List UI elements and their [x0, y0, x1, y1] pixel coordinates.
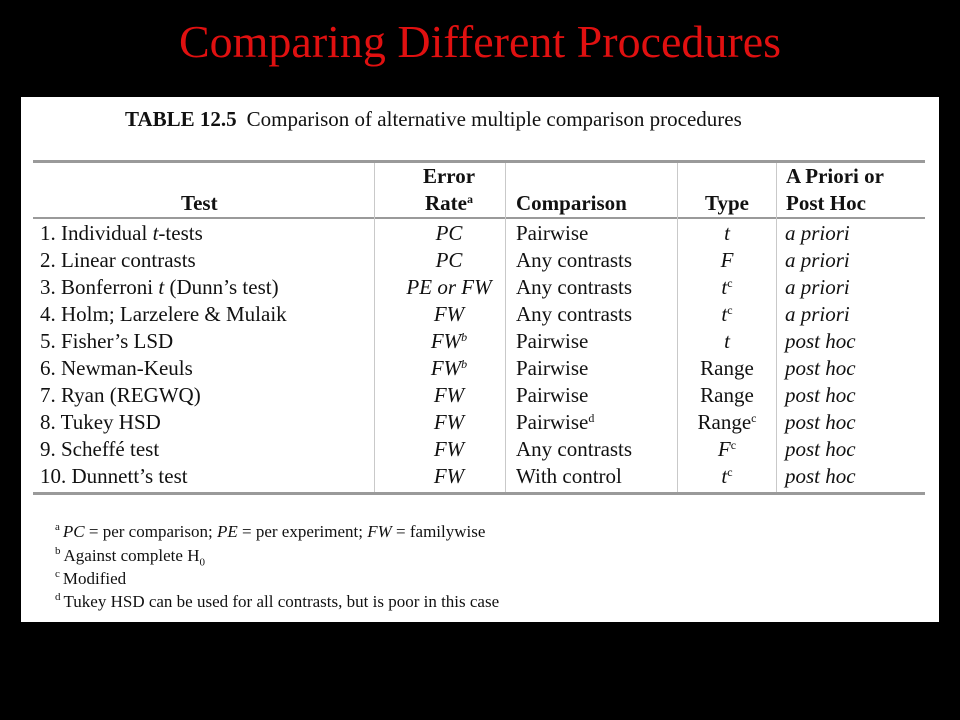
error-rate-cell: FW	[433, 302, 465, 326]
slide-title: Comparing Different Procedures	[178, 16, 782, 67]
table-row	[21, 355, 939, 382]
apriori-cell: post hoc	[785, 464, 856, 488]
comparison-cell: Pairwise	[516, 356, 589, 380]
error-rate-cell: $FW^b$	[430, 329, 468, 353]
error-rate-cell: $FW^b$	[430, 356, 468, 380]
test-cell: 10. Dunnett’s test	[40, 464, 188, 488]
test-cell: 7. Ryan (REGWQ)	[40, 383, 201, 407]
comparison-cell: Pairwise	[516, 329, 589, 353]
test-cell: 4. Holm; Larzelere & Mulaik	[40, 302, 287, 326]
table-row	[21, 409, 939, 436]
error-rate-cell: FW	[433, 410, 465, 434]
type-cell: F	[720, 248, 734, 272]
table-caption	[125, 107, 742, 132]
type-cell: $t^c$	[721, 464, 733, 488]
error-rate-cell: PE or FW	[406, 275, 492, 299]
comparison-cell: Any contrasts	[516, 248, 633, 272]
apriori-cell: post hoc	[785, 437, 856, 461]
error-rate-cell: PC	[435, 248, 463, 272]
header-test: Test	[181, 191, 218, 215]
type-cell: Range$^c$	[697, 410, 757, 434]
test-cell: 9. Scheffé test	[40, 437, 160, 461]
test-cell: 1. Individual t-tests	[40, 221, 203, 245]
header-error-line1: Error	[422, 164, 476, 188]
test-cell: 8. Tukey HSD	[40, 410, 161, 434]
table-row	[21, 328, 939, 355]
comparison-cell: Any contrasts	[516, 302, 633, 326]
table-row	[21, 247, 939, 274]
header-error-line2: Rate$^a$	[425, 191, 473, 215]
table-panel	[21, 97, 939, 622]
apriori-cell: a priori	[785, 221, 850, 245]
comparison-cell: Any contrasts	[516, 437, 633, 461]
comparison-cell: Pairwise	[516, 383, 589, 407]
table-row	[21, 436, 939, 463]
table-row	[21, 274, 939, 301]
comparison-cell: With control	[516, 464, 622, 488]
type-cell: Range	[700, 383, 754, 407]
table-label: TABLE 12.5	[125, 107, 237, 131]
table-row	[21, 301, 939, 328]
header-type: Type	[705, 191, 749, 215]
table-caption-text: Comparison of alternative multiple comparison procedures	[246, 107, 742, 131]
header-apriori-line2: Post Hoc	[786, 191, 866, 215]
apriori-cell: post hoc	[785, 356, 856, 380]
apriori-cell: a priori	[785, 248, 850, 272]
table-row	[21, 220, 939, 247]
error-rate-cell: PC	[435, 221, 463, 245]
comparison-cell: Any contrasts	[516, 275, 633, 299]
footnote-d: $^d$ Tukey HSD can be used for all contrasts, but is poor in this case	[55, 591, 500, 611]
header-error-rate	[385, 163, 513, 220]
type-cell: t	[724, 221, 730, 245]
type-cell: t	[724, 329, 730, 353]
apriori-cell: a priori	[785, 302, 850, 326]
error-rate-cell: FW	[433, 464, 465, 488]
type-cell: Range	[700, 356, 754, 380]
error-rate-cell: FW	[433, 437, 465, 461]
error-rate-cell: FW	[433, 383, 465, 407]
test-cell: 2. Linear contrasts	[40, 248, 196, 272]
type-cell: $t^c$	[721, 302, 733, 326]
apriori-cell: post hoc	[785, 383, 856, 407]
apriori-cell: post hoc	[785, 329, 856, 353]
header-apriori-line1: A Priori or	[786, 164, 884, 188]
footnote-c: $^c$ Modified	[55, 568, 127, 588]
test-cell: 3. Bonferroni t (Dunn’s test)	[40, 275, 279, 299]
type-cell: $F^c$	[717, 437, 737, 461]
header-apriori	[786, 163, 884, 217]
apriori-cell: a priori	[785, 275, 850, 299]
footnote-b: $^b$ Against complete $H_0$	[55, 545, 205, 569]
test-cell: 6. Newman-Keuls	[40, 356, 193, 380]
header-comparison: Comparison	[516, 191, 627, 215]
comparison-cell: Pairwise$^d$	[516, 410, 595, 434]
footnote-a: $^a$ PC = per comparison; PE = per experiment; FW = familywise	[55, 521, 486, 541]
test-cell: 5. Fisher’s LSD	[40, 329, 174, 353]
type-cell: $t^c$	[721, 275, 733, 299]
apriori-cell: post hoc	[785, 410, 856, 434]
table-row	[21, 382, 939, 409]
table-row	[21, 463, 939, 490]
comparison-cell: Pairwise	[516, 221, 589, 245]
